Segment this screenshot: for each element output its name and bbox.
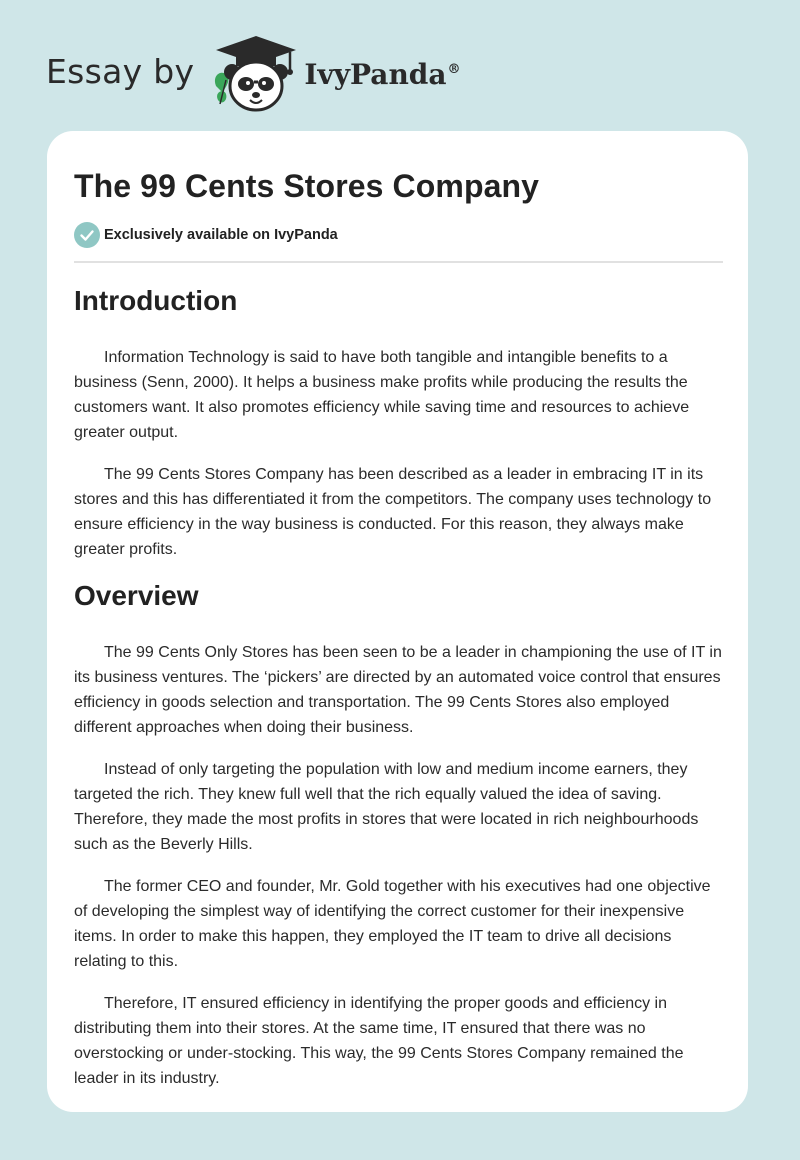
paragraph: The former CEO and founder, Mr. Gold together with his executives had one objective of developing the simplest way of identifying the correct customer for their inexpensive items. In order to make this happen, they employed the IT team to drive all decisions relating to this. bbox=[74, 878, 711, 970]
exclusive-badge-text: Exclusively available on IvyPanda bbox=[104, 227, 338, 243]
paragraph: Therefore, IT ensured efficiency in identifying the proper goods and efficiency in distributing them into their stores. At the same time, IT ensured that there was no overstocking or under-stocking. This way, the 99 Cents Stores Company remained the leader in its industry. bbox=[74, 995, 684, 1087]
brand-name bbox=[304, 58, 460, 91]
essay-card bbox=[47, 131, 748, 1112]
brand-name-text: IvyPanda bbox=[304, 57, 447, 91]
title-divider bbox=[74, 261, 723, 263]
registered-mark: ® bbox=[447, 62, 461, 78]
paragraph: The 99 Cents Only Stores has been seen to be a leader in championing the use of IT in its business ventures. The ‘pickers’ are directed by an automated voice control that ensures efficiency in goods selection and transportation. The 99 Cents Stores also employed different approaches when doing their business. bbox=[74, 644, 722, 736]
check-circle-icon bbox=[74, 222, 100, 248]
paragraph: The 99 Cents Stores Company has been described as a leader in embracing IT in its stores and this has differentiated it from the competitors. The company uses technology to ensure efficiency in the way business is conducted. For this reason, they always make greater profits. bbox=[74, 466, 712, 558]
paragraph: Information Technology is said to have both tangible and intangible benefits to a business (Senn, 2000). It helps a business make profits while producing the results the customers want. It also promotes efficiency while saving time and resources to achieve greater output. bbox=[74, 349, 690, 441]
section-heading-introduction: Introduction bbox=[74, 285, 238, 316]
paragraph: Instead of only targeting the population with low and medium income earners, they targeted the rich. They knew full well that the rich equally valued the idea of saving. Therefore, they made the most profits in stores that were located in rich neighbourhoods such as the Beverly Hills. bbox=[74, 761, 699, 853]
page-title: The 99 Cents Stores Company bbox=[74, 168, 540, 204]
section-heading-overview: Overview bbox=[74, 580, 199, 611]
panda-graduate-icon bbox=[210, 30, 302, 114]
exclusive-badge bbox=[74, 222, 338, 248]
essay-body bbox=[74, 281, 723, 1091]
brand-prefix: Essay by bbox=[46, 51, 195, 91]
brand-header[interactable] bbox=[46, 30, 461, 114]
